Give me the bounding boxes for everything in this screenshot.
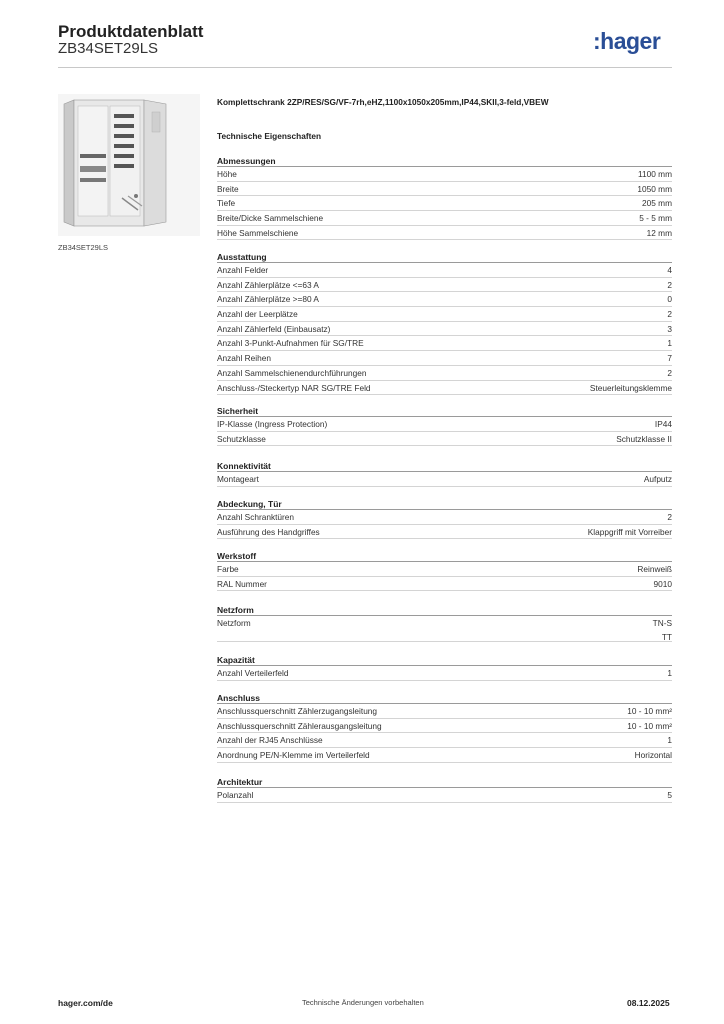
- footer-website: hager.com/de: [58, 998, 113, 1008]
- section-heading: Kapazität: [217, 654, 672, 666]
- property-label: Netzform: [217, 618, 251, 628]
- section-heading: Werkstoff: [217, 550, 672, 562]
- section-heading: Sicherheit: [217, 405, 672, 417]
- property-value: 2: [667, 309, 672, 320]
- property-value: 1: [667, 735, 672, 746]
- footer-note: Technische Änderungen vorbehalten: [302, 998, 424, 1007]
- property-value: 2: [667, 367, 672, 378]
- property-row: [217, 733, 672, 748]
- property-value: Aufputz: [643, 474, 672, 484]
- property-value: 5 - 5 mm: [639, 213, 672, 224]
- property-label: RAL Nummer: [217, 578, 267, 589]
- property-row: [217, 263, 672, 278]
- property-value: 10 - 10 mm²: [627, 720, 672, 731]
- property-row: [217, 472, 672, 487]
- property-value: 2: [667, 512, 672, 522]
- property-label: IP-Klasse (Ingress Protection): [217, 419, 328, 429]
- property-row: [217, 525, 672, 540]
- property-label: Schutzklasse: [217, 433, 266, 444]
- section-8: [217, 692, 672, 763]
- property-label: Anzahl der RJ45 Anschlüsse: [217, 735, 323, 746]
- section-7: [217, 654, 672, 681]
- section-1: [217, 251, 672, 395]
- section-4: [217, 498, 672, 539]
- property-value: Reinweiß: [637, 564, 672, 574]
- product-description: Komplettschrank 2ZP/RES/SG/VF-7rh,eHZ,1100x1050x205mm,IP44,SKII,3-feld,VBEW: [217, 97, 549, 107]
- property-label: Anzahl Sammelschienendurchführungen: [217, 367, 367, 378]
- property-value: TN-S TT: [652, 618, 672, 642]
- property-value: 1: [667, 668, 672, 678]
- property-label: Anschlussquerschnitt Zählerausgangsleitung: [217, 720, 382, 731]
- section-heading: Ausstattung: [217, 251, 672, 263]
- property-row: [217, 788, 672, 803]
- section-3: [217, 460, 672, 487]
- property-value: 1100 mm: [638, 169, 672, 179]
- property-label: Höhe Sammelschiene: [217, 227, 299, 238]
- property-value: Klappgriff mit Vorreiber: [587, 526, 672, 537]
- property-label: Anzahl 3-Punkt-Aufnahmen für SG/TRE: [217, 338, 364, 349]
- footer-date: 08.12.2025: [627, 998, 670, 1008]
- property-label: Polanzahl: [217, 790, 254, 800]
- property-label: Breite/Dicke Sammelschiene: [217, 213, 324, 224]
- property-row: [217, 182, 672, 197]
- section-heading: Architektur: [217, 776, 672, 788]
- property-row: [217, 351, 672, 366]
- property-row: [217, 417, 672, 432]
- property-value: 5: [667, 790, 672, 800]
- header-divider: [58, 67, 672, 68]
- image-caption: ZB34SET29LS: [58, 243, 109, 252]
- technical-properties-heading: Technische Eigenschaften: [217, 131, 322, 141]
- section-6: [217, 604, 672, 642]
- property-row: [217, 748, 672, 763]
- section-heading: Konnektivität: [217, 460, 672, 472]
- property-row: [217, 226, 672, 241]
- property-row: [217, 278, 672, 293]
- property-label: Anzahl der Leerplätze: [217, 309, 298, 320]
- property-label: Anzahl Schranktüren: [217, 512, 295, 522]
- property-value: Steuerleitungsklemme: [589, 382, 672, 393]
- property-row: [217, 381, 672, 396]
- property-row: [217, 307, 672, 322]
- property-row: [217, 719, 672, 734]
- property-row: [217, 292, 672, 307]
- property-label: Farbe: [217, 564, 239, 574]
- property-value: 0: [667, 294, 672, 305]
- section-5: [217, 550, 672, 591]
- property-value: 7: [667, 353, 672, 364]
- section-0: [217, 155, 672, 240]
- property-row: [217, 366, 672, 381]
- property-value: IP44: [654, 419, 672, 429]
- section-heading: Anschluss: [217, 692, 672, 704]
- property-label: Anschluss-/Steckertyp NAR SG/TRE Feld: [217, 382, 371, 393]
- product-image: [58, 94, 200, 236]
- property-value: 4: [667, 265, 672, 275]
- product-code: ZB34SET29LS: [58, 40, 159, 57]
- property-value: 1050 mm: [637, 183, 672, 194]
- page-title: Produktdatenblatt: [58, 22, 204, 41]
- section-heading: Abmessungen: [217, 155, 672, 167]
- property-label: Anzahl Zählerplätze >=80 A: [217, 294, 319, 305]
- property-row: [217, 510, 672, 525]
- property-label: Anordnung PE/N-Klemme im Verteilerfeld: [217, 750, 370, 761]
- property-label: Ausführung des Handgriffes: [217, 526, 320, 537]
- section-heading: Abdeckung, Tür: [217, 498, 672, 510]
- property-value: Schutzklasse II: [616, 433, 672, 444]
- property-row: [217, 336, 672, 351]
- property-row: [217, 666, 672, 681]
- property-value: 1: [667, 338, 672, 349]
- property-label: Anzahl Reihen: [217, 353, 271, 364]
- section-2: [217, 405, 672, 446]
- property-row: [217, 616, 672, 642]
- property-row: [217, 196, 672, 211]
- property-row: [217, 432, 672, 447]
- property-label: Anzahl Zählerplätze <=63 A: [217, 279, 319, 290]
- property-label: Anzahl Zählerfeld (Einbausatz): [217, 323, 331, 334]
- property-label: Montageart: [217, 474, 259, 484]
- property-label: Tiefe: [217, 198, 236, 209]
- property-row: [217, 322, 672, 337]
- property-value: 205 mm: [642, 198, 672, 209]
- property-row: [217, 211, 672, 226]
- property-value: 9010: [653, 578, 672, 589]
- property-label: Anschlussquerschnitt Zählerzugangsleitung: [217, 706, 378, 716]
- section-heading: Netzform: [217, 604, 672, 616]
- property-label: Breite: [217, 183, 239, 194]
- property-label: Anzahl Felder: [217, 265, 269, 275]
- property-value: 3: [667, 323, 672, 334]
- property-label: Höhe: [217, 169, 237, 179]
- property-row: [217, 577, 672, 592]
- property-value: 2: [667, 279, 672, 290]
- property-value: Horizontal: [634, 750, 672, 761]
- property-value: 12 mm: [646, 227, 672, 238]
- property-value: 10 - 10 mm²: [627, 706, 672, 716]
- property-row: [217, 167, 672, 182]
- property-row: [217, 562, 672, 577]
- property-label: Anzahl Verteilerfeld: [217, 668, 289, 678]
- hager-logo: :hager: [593, 28, 661, 54]
- section-9: [217, 776, 672, 803]
- property-row: [217, 704, 672, 719]
